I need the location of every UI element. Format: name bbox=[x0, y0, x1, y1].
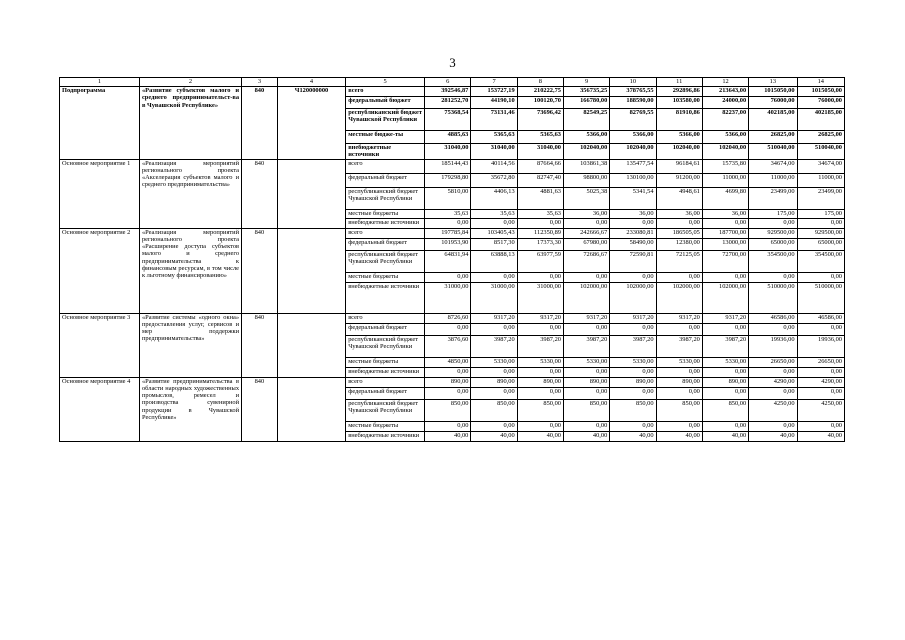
amount-cell: 23499,00 bbox=[749, 187, 797, 209]
amount-cell: 19936,00 bbox=[749, 335, 797, 357]
amount-cell: 0,00 bbox=[563, 367, 609, 377]
amount-cell: 890,00 bbox=[702, 377, 748, 387]
amount-cell: 102000,00 bbox=[702, 282, 748, 313]
amount-cell: 3987,20 bbox=[610, 335, 656, 357]
amount-cell: 46586,00 bbox=[749, 313, 797, 323]
amount-cell: 96184,61 bbox=[656, 159, 702, 173]
amount-cell: 0,00 bbox=[425, 367, 471, 377]
amount-cell: 11000,00 bbox=[702, 173, 748, 187]
amount-cell: 4250,00 bbox=[797, 399, 844, 421]
amount-cell: 281252,70 bbox=[425, 97, 471, 109]
amount-cell: 0,00 bbox=[517, 421, 563, 431]
amount-cell: 72590,81 bbox=[610, 250, 656, 272]
amount-cell: 0,00 bbox=[517, 272, 563, 282]
funding-source: республиканский бюджет Чувашской Республики bbox=[346, 335, 425, 357]
amount-cell: 0,00 bbox=[517, 323, 563, 335]
amount-cell: 850,00 bbox=[610, 399, 656, 421]
amount-cell: 0,00 bbox=[749, 387, 797, 399]
funding-source: федеральный бюджет bbox=[346, 238, 425, 250]
amount-cell: 0,00 bbox=[610, 367, 656, 377]
amount-cell: 0,00 bbox=[656, 218, 702, 228]
amount-cell: 40,00 bbox=[702, 431, 748, 441]
amount-cell: 890,00 bbox=[517, 377, 563, 387]
amount-cell: 510040,00 bbox=[749, 144, 797, 160]
amount-cell: 1015050,00 bbox=[797, 87, 844, 97]
amount-cell: 0,00 bbox=[797, 421, 844, 431]
amount-cell: 0,00 bbox=[425, 218, 471, 228]
column-number: 5 bbox=[346, 78, 425, 87]
amount-cell: 26650,00 bbox=[749, 357, 797, 367]
amount-cell: 0,00 bbox=[656, 421, 702, 431]
amount-cell: 102040,00 bbox=[656, 144, 702, 160]
amount-cell: 58490,00 bbox=[610, 238, 656, 250]
amount-cell: 35,63 bbox=[517, 209, 563, 218]
amount-cell: 31000,00 bbox=[425, 282, 471, 313]
amount-cell: 130100,00 bbox=[610, 173, 656, 187]
amount-cell: 0,00 bbox=[610, 272, 656, 282]
amount-cell: 402185,00 bbox=[749, 109, 797, 131]
group-description: «Развитие системы «одного окна» предоставления услуг, сервисов и мер поддержки предпринимательства» bbox=[139, 313, 241, 377]
column-number: 13 bbox=[749, 78, 797, 87]
amount-cell: 197785,84 bbox=[425, 228, 471, 238]
amount-cell: 36,00 bbox=[656, 209, 702, 218]
amount-cell: 135477,54 bbox=[610, 159, 656, 173]
amount-cell: 65000,00 bbox=[749, 238, 797, 250]
group-code: 840 bbox=[242, 87, 278, 160]
amount-cell: 354500,00 bbox=[797, 250, 844, 272]
amount-cell: 8726,60 bbox=[425, 313, 471, 323]
amount-cell: 890,00 bbox=[425, 377, 471, 387]
amount-cell: 40,00 bbox=[656, 431, 702, 441]
amount-cell: 0,00 bbox=[563, 323, 609, 335]
amount-cell: 1015050,00 bbox=[749, 87, 797, 97]
amount-cell: 242666,67 bbox=[563, 228, 609, 238]
amount-cell: 44190,10 bbox=[471, 97, 517, 109]
amount-cell: 0,00 bbox=[517, 387, 563, 399]
amount-cell: 0,00 bbox=[610, 323, 656, 335]
amount-cell: 4699,80 bbox=[702, 187, 748, 209]
amount-cell: 392546,87 bbox=[425, 87, 471, 97]
amount-cell: 19936,00 bbox=[797, 335, 844, 357]
amount-cell: 0,00 bbox=[749, 218, 797, 228]
amount-cell: 72686,67 bbox=[563, 250, 609, 272]
funding-source: всего bbox=[346, 228, 425, 238]
amount-cell: 73131,46 bbox=[471, 109, 517, 131]
amount-cell: 850,00 bbox=[563, 399, 609, 421]
group-name: Основное мероприятие 2 bbox=[60, 228, 140, 313]
amount-cell: 4406,13 bbox=[471, 187, 517, 209]
amount-cell: 0,00 bbox=[471, 387, 517, 399]
amount-cell: 850,00 bbox=[471, 399, 517, 421]
amount-cell: 3876,60 bbox=[425, 335, 471, 357]
group-description: «Реализация мероприятий регионального проекта «Расширение доступа субъектов малого и среднего предпринимательства к финансовым ресурсам, в том числе к льготному финансированию» bbox=[139, 228, 241, 313]
funding-source: внебюджетные источники bbox=[346, 282, 425, 313]
amount-cell: 46586,00 bbox=[797, 313, 844, 323]
amount-cell: 82237,00 bbox=[702, 109, 748, 131]
amount-cell: 5341,54 bbox=[610, 187, 656, 209]
amount-cell: 0,00 bbox=[517, 367, 563, 377]
amount-cell: 0,00 bbox=[610, 387, 656, 399]
amount-cell: 64831,94 bbox=[425, 250, 471, 272]
amount-cell: 81910,86 bbox=[656, 109, 702, 131]
amount-cell: 850,00 bbox=[702, 399, 748, 421]
amount-cell: 0,00 bbox=[702, 272, 748, 282]
funding-source: внебюджетные источники bbox=[346, 367, 425, 377]
amount-cell: 5366,00 bbox=[563, 131, 609, 144]
amount-cell: 0,00 bbox=[749, 367, 797, 377]
amount-cell: 75368,54 bbox=[425, 109, 471, 131]
amount-cell: 23499,00 bbox=[797, 187, 844, 209]
funding-source: республиканский бюджет Чувашской Республики bbox=[346, 109, 425, 131]
amount-cell: 11000,00 bbox=[749, 173, 797, 187]
column-number: 3 bbox=[242, 78, 278, 87]
amount-cell: 0,00 bbox=[797, 272, 844, 282]
funding-source: всего bbox=[346, 87, 425, 97]
group-name: Основное мероприятие 3 bbox=[60, 313, 140, 377]
amount-cell: 26650,00 bbox=[797, 357, 844, 367]
funding-source: внебюджетные источники bbox=[346, 218, 425, 228]
amount-cell: 12380,00 bbox=[656, 238, 702, 250]
amount-cell: 35672,80 bbox=[471, 173, 517, 187]
group-name: Основное мероприятие 1 bbox=[60, 159, 140, 228]
amount-cell: 0,00 bbox=[656, 387, 702, 399]
amount-cell: 17373,30 bbox=[517, 238, 563, 250]
amount-cell: 5810,00 bbox=[425, 187, 471, 209]
funding-source: местные бюджеты bbox=[346, 209, 425, 218]
amount-cell: 0,00 bbox=[563, 218, 609, 228]
amount-cell: 0,00 bbox=[797, 367, 844, 377]
amount-cell: 40,00 bbox=[749, 431, 797, 441]
funding-source: внебюджетные источники bbox=[346, 144, 425, 160]
group-description: «Развитие предпринимательства в области народных художественных промыслов, ремесел и производства сувенирной продукции в Чувашской Республике» bbox=[139, 377, 241, 441]
amount-cell: 5366,00 bbox=[610, 131, 656, 144]
group-description: «Развитие субъектов малого и среднего предпринимательст-ва в Чувашской Республике» bbox=[139, 87, 241, 160]
amount-cell: 65000,00 bbox=[797, 238, 844, 250]
amount-cell: 0,00 bbox=[702, 387, 748, 399]
amount-cell: 0,00 bbox=[610, 218, 656, 228]
program-code bbox=[277, 377, 345, 441]
amount-cell: 3987,20 bbox=[517, 335, 563, 357]
amount-cell: 929500,00 bbox=[749, 228, 797, 238]
amount-cell: 5365,63 bbox=[517, 131, 563, 144]
amount-cell: 0,00 bbox=[702, 367, 748, 377]
amount-cell: 82747,40 bbox=[517, 173, 563, 187]
amount-cell: 929500,00 bbox=[797, 228, 844, 238]
amount-cell: 233080,81 bbox=[610, 228, 656, 238]
funding-source: местные бюджеты bbox=[346, 272, 425, 282]
amount-cell: 0,00 bbox=[656, 272, 702, 282]
page-number: 3 bbox=[449, 55, 456, 70]
amount-cell: 0,00 bbox=[471, 323, 517, 335]
amount-cell: 0,00 bbox=[797, 218, 844, 228]
amount-cell: 0,00 bbox=[425, 421, 471, 431]
funding-source: федеральный бюджет bbox=[346, 387, 425, 399]
amount-cell: 185144,43 bbox=[425, 159, 471, 173]
amount-cell: 9317,20 bbox=[702, 313, 748, 323]
amount-cell: 4290,00 bbox=[749, 377, 797, 387]
table-row bbox=[60, 228, 845, 238]
amount-cell: 890,00 bbox=[656, 377, 702, 387]
amount-cell: 850,00 bbox=[425, 399, 471, 421]
amount-cell: 175,00 bbox=[749, 209, 797, 218]
amount-cell: 213643,00 bbox=[702, 87, 748, 97]
amount-cell: 9317,20 bbox=[471, 313, 517, 323]
amount-cell: 0,00 bbox=[749, 323, 797, 335]
amount-cell: 210222,75 bbox=[517, 87, 563, 97]
amount-cell: 34674,00 bbox=[797, 159, 844, 173]
table-row bbox=[60, 377, 845, 387]
group-name: Основное мероприятие 4 bbox=[60, 377, 140, 441]
amount-cell: 102040,00 bbox=[702, 144, 748, 160]
amount-cell: 112350,89 bbox=[517, 228, 563, 238]
amount-cell: 292896,86 bbox=[656, 87, 702, 97]
amount-cell: 356735,25 bbox=[563, 87, 609, 97]
funding-source: республиканский бюджет Чувашской Республики bbox=[346, 250, 425, 272]
amount-cell: 40,00 bbox=[517, 431, 563, 441]
column-number: 14 bbox=[797, 78, 844, 87]
program-code: Ч120000000 bbox=[277, 87, 345, 160]
amount-cell: 354500,00 bbox=[749, 250, 797, 272]
amount-cell: 63977,59 bbox=[517, 250, 563, 272]
amount-cell: 76000,00 bbox=[749, 97, 797, 109]
amount-cell: 0,00 bbox=[702, 323, 748, 335]
amount-cell: 31000,00 bbox=[517, 282, 563, 313]
amount-cell: 31040,00 bbox=[471, 144, 517, 160]
funding-source: федеральный бюджет bbox=[346, 323, 425, 335]
amount-cell: 8517,30 bbox=[471, 238, 517, 250]
column-number-row bbox=[60, 78, 845, 87]
amount-cell: 24000,00 bbox=[702, 97, 748, 109]
funding-source: внебюджетные источники bbox=[346, 431, 425, 441]
amount-cell: 4250,00 bbox=[749, 399, 797, 421]
amount-cell: 9317,20 bbox=[610, 313, 656, 323]
amount-cell: 0,00 bbox=[749, 421, 797, 431]
amount-cell: 0,00 bbox=[656, 323, 702, 335]
amount-cell: 186505,05 bbox=[656, 228, 702, 238]
amount-cell: 166780,00 bbox=[563, 97, 609, 109]
amount-cell: 0,00 bbox=[425, 323, 471, 335]
column-number: 6 bbox=[425, 78, 471, 87]
amount-cell: 153727,19 bbox=[471, 87, 517, 97]
amount-cell: 63888,13 bbox=[471, 250, 517, 272]
column-number: 12 bbox=[702, 78, 748, 87]
column-number: 1 bbox=[60, 78, 140, 87]
amount-cell: 35,63 bbox=[425, 209, 471, 218]
amount-cell: 9317,20 bbox=[563, 313, 609, 323]
program-code bbox=[277, 313, 345, 377]
amount-cell: 9317,20 bbox=[517, 313, 563, 323]
amount-cell: 0,00 bbox=[749, 272, 797, 282]
amount-cell: 40114,56 bbox=[471, 159, 517, 173]
amount-cell: 0,00 bbox=[702, 421, 748, 431]
program-code bbox=[277, 228, 345, 313]
funding-source: местные бюджеты bbox=[346, 421, 425, 431]
amount-cell: 0,00 bbox=[702, 218, 748, 228]
funding-source: всего bbox=[346, 159, 425, 173]
amount-cell: 103405,43 bbox=[471, 228, 517, 238]
amount-cell: 76000,00 bbox=[797, 97, 844, 109]
amount-cell: 5025,38 bbox=[563, 187, 609, 209]
amount-cell: 26825,00 bbox=[749, 131, 797, 144]
amount-cell: 87664,66 bbox=[517, 159, 563, 173]
amount-cell: 36,00 bbox=[610, 209, 656, 218]
program-code bbox=[277, 159, 345, 228]
amount-cell: 26825,00 bbox=[797, 131, 844, 144]
table-row bbox=[60, 313, 845, 323]
amount-cell: 103580,00 bbox=[656, 97, 702, 109]
amount-cell: 40,00 bbox=[610, 431, 656, 441]
amount-cell: 102040,00 bbox=[563, 144, 609, 160]
amount-cell: 34674,00 bbox=[749, 159, 797, 173]
amount-cell: 36,00 bbox=[702, 209, 748, 218]
amount-cell: 98800,00 bbox=[563, 173, 609, 187]
amount-cell: 187700,00 bbox=[702, 228, 748, 238]
amount-cell: 31000,00 bbox=[471, 282, 517, 313]
amount-cell: 4881,63 bbox=[517, 187, 563, 209]
amount-cell: 890,00 bbox=[563, 377, 609, 387]
amount-cell: 15735,80 bbox=[702, 159, 748, 173]
amount-cell: 3987,20 bbox=[471, 335, 517, 357]
funding-source: республиканский бюджет Чувашской Республики bbox=[346, 187, 425, 209]
funding-source: местные бюджеты bbox=[346, 357, 425, 367]
amount-cell: 102040,00 bbox=[610, 144, 656, 160]
amount-cell: 850,00 bbox=[517, 399, 563, 421]
amount-cell: 0,00 bbox=[656, 367, 702, 377]
column-number: 4 bbox=[277, 78, 345, 87]
amount-cell: 40,00 bbox=[425, 431, 471, 441]
group-code: 840 bbox=[242, 159, 278, 228]
amount-cell: 36,00 bbox=[563, 209, 609, 218]
amount-cell: 72700,00 bbox=[702, 250, 748, 272]
amount-cell: 5366,00 bbox=[656, 131, 702, 144]
amount-cell: 402185,00 bbox=[797, 109, 844, 131]
amount-cell: 13000,00 bbox=[702, 238, 748, 250]
amount-cell: 0,00 bbox=[471, 421, 517, 431]
amount-cell: 4290,00 bbox=[797, 377, 844, 387]
amount-cell: 0,00 bbox=[517, 218, 563, 228]
amount-cell: 102000,00 bbox=[610, 282, 656, 313]
amount-cell: 0,00 bbox=[563, 421, 609, 431]
funding-source: всего bbox=[346, 313, 425, 323]
amount-cell: 0,00 bbox=[563, 387, 609, 399]
amount-cell: 4850,00 bbox=[425, 357, 471, 367]
amount-cell: 40,00 bbox=[563, 431, 609, 441]
amount-cell: 3987,20 bbox=[702, 335, 748, 357]
funding-source: республиканский бюджет Чувашской Республики bbox=[346, 399, 425, 421]
table-row bbox=[60, 87, 845, 97]
amount-cell: 72125,05 bbox=[656, 250, 702, 272]
amount-cell: 0,00 bbox=[563, 272, 609, 282]
amount-cell: 40,00 bbox=[471, 431, 517, 441]
amount-cell: 101953,90 bbox=[425, 238, 471, 250]
funding-source: федеральный бюджет bbox=[346, 173, 425, 187]
group-name: Подпрограмма bbox=[60, 87, 140, 160]
amount-cell: 850,00 bbox=[656, 399, 702, 421]
amount-cell: 510040,00 bbox=[797, 144, 844, 160]
budget-table bbox=[59, 77, 845, 442]
amount-cell: 179298,80 bbox=[425, 173, 471, 187]
amount-cell: 91200,00 bbox=[656, 173, 702, 187]
amount-cell: 102000,00 bbox=[563, 282, 609, 313]
funding-source: всего bbox=[346, 377, 425, 387]
budget-table-body bbox=[60, 87, 845, 442]
amount-cell: 102000,00 bbox=[656, 282, 702, 313]
amount-cell: 0,00 bbox=[471, 367, 517, 377]
column-number: 2 bbox=[139, 78, 241, 87]
amount-cell: 510000,00 bbox=[749, 282, 797, 313]
amount-cell: 5330,00 bbox=[471, 357, 517, 367]
amount-cell: 5365,63 bbox=[471, 131, 517, 144]
group-code: 840 bbox=[242, 313, 278, 377]
funding-source: федеральный бюджет bbox=[346, 97, 425, 109]
amount-cell: 35,63 bbox=[471, 209, 517, 218]
amount-cell: 11000,00 bbox=[797, 173, 844, 187]
amount-cell: 82769,55 bbox=[610, 109, 656, 131]
amount-cell: 31040,00 bbox=[425, 144, 471, 160]
amount-cell: 0,00 bbox=[797, 387, 844, 399]
amount-cell: 175,00 bbox=[797, 209, 844, 218]
column-number: 10 bbox=[610, 78, 656, 87]
amount-cell: 4948,61 bbox=[656, 187, 702, 209]
group-code: 840 bbox=[242, 228, 278, 313]
amount-cell: 0,00 bbox=[610, 421, 656, 431]
amount-cell: 5330,00 bbox=[656, 357, 702, 367]
amount-cell: 4885,63 bbox=[425, 131, 471, 144]
amount-cell: 890,00 bbox=[610, 377, 656, 387]
amount-cell: 0,00 bbox=[425, 387, 471, 399]
amount-cell: 40,00 bbox=[797, 431, 844, 441]
amount-cell: 67980,00 bbox=[563, 238, 609, 250]
group-description: «Реализация мероприятий регионального проекта «Акселерация субъектов малого и среднего предпринимательства» bbox=[139, 159, 241, 228]
amount-cell: 5330,00 bbox=[563, 357, 609, 367]
column-number: 9 bbox=[563, 78, 609, 87]
amount-cell: 9317,20 bbox=[656, 313, 702, 323]
amount-cell: 3987,20 bbox=[656, 335, 702, 357]
amount-cell: 5330,00 bbox=[517, 357, 563, 367]
amount-cell: 5330,00 bbox=[610, 357, 656, 367]
amount-cell: 82549,25 bbox=[563, 109, 609, 131]
amount-cell: 188590,00 bbox=[610, 97, 656, 109]
column-number: 7 bbox=[471, 78, 517, 87]
column-number: 8 bbox=[517, 78, 563, 87]
amount-cell: 103861,38 bbox=[563, 159, 609, 173]
amount-cell: 100120,70 bbox=[517, 97, 563, 109]
column-number: 11 bbox=[656, 78, 702, 87]
amount-cell: 0,00 bbox=[425, 272, 471, 282]
amount-cell: 5330,00 bbox=[702, 357, 748, 367]
amount-cell: 0,00 bbox=[797, 323, 844, 335]
amount-cell: 5366,00 bbox=[702, 131, 748, 144]
amount-cell: 510000,00 bbox=[797, 282, 844, 313]
amount-cell: 0,00 bbox=[471, 272, 517, 282]
funding-source: местные бюдже-ты bbox=[346, 131, 425, 144]
amount-cell: 890,00 bbox=[471, 377, 517, 387]
group-code: 840 bbox=[242, 377, 278, 441]
amount-cell: 378765,55 bbox=[610, 87, 656, 97]
amount-cell: 31040,00 bbox=[517, 144, 563, 160]
amount-cell: 0,00 bbox=[471, 218, 517, 228]
table-row bbox=[60, 159, 845, 173]
amount-cell: 3987,20 bbox=[563, 335, 609, 357]
amount-cell: 73696,42 bbox=[517, 109, 563, 131]
